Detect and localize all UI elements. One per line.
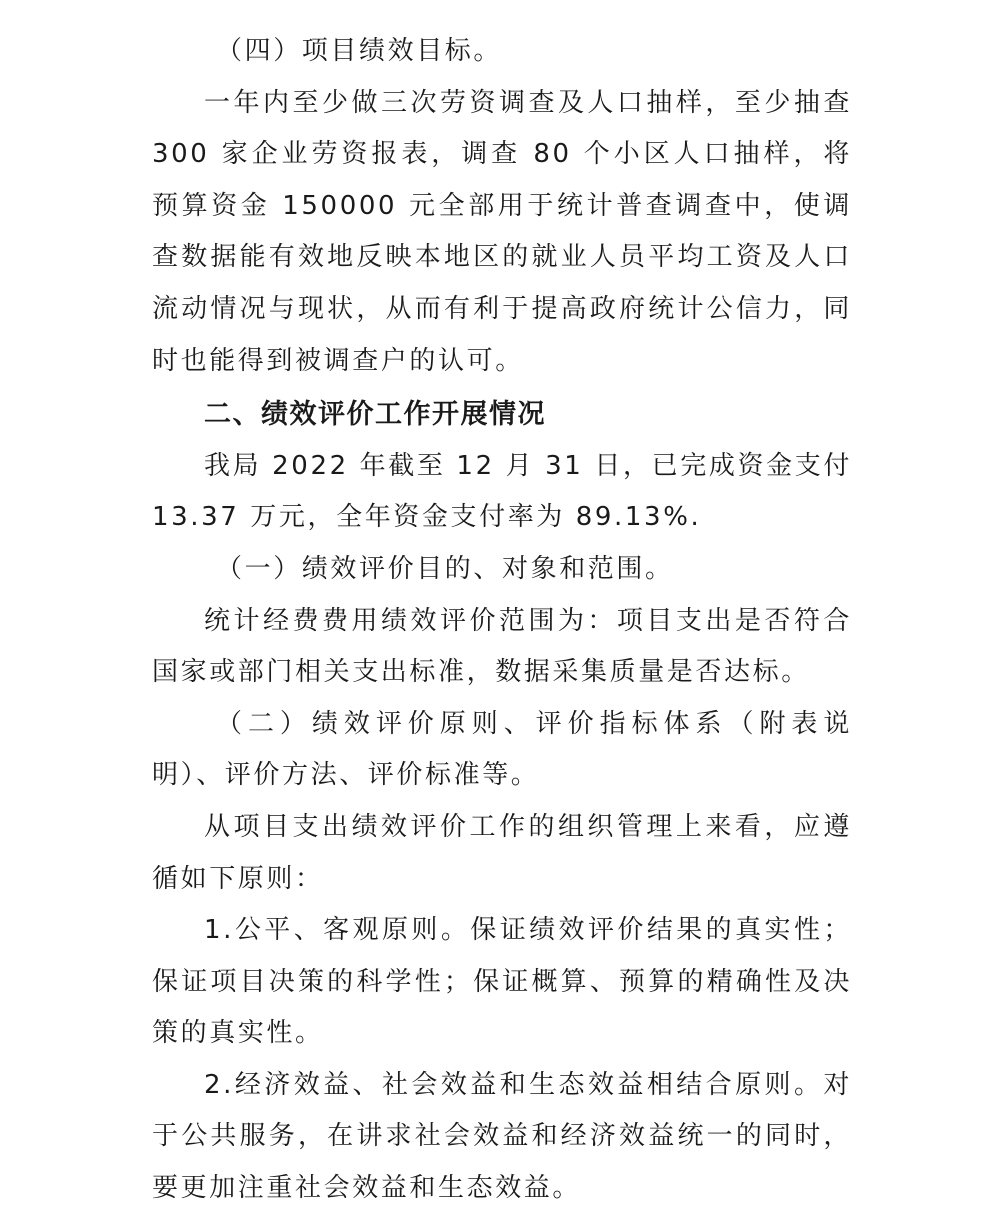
heading-evaluation-purpose-scope: （一）绩效评价目的、对象和范围。 (216, 553, 674, 584)
paragraph-fund-payment: 我局 2022 年截至 12 月 31 日，已完成资金支付 13.37 万元，全年资金支付率为 89.13%. (152, 450, 852, 533)
heading-project-performance-goals: （四）项目绩效目标。 (216, 36, 503, 66)
paragraph-principle-fairness: 1.公平、客观原则。保证绩效评价结果的真实性；保证项目决策的科学性；保证概算、预算的精确性及决策的真实性。 (152, 915, 852, 1049)
paragraph-evaluation-scope: 统计经费费用绩效评价范围为：项目支出是否符合国家或部门相关支出标准，数据采集质量是否达标。 (152, 605, 852, 688)
document-page (152, 26, 852, 1215)
heading-evaluation-principles: （二）绩效评价原则、评价指标体系（附表说明）、评价方法、评价标准等。 (152, 708, 852, 791)
paragraph-performance-goals: 一年内至少做三次劳资调查及人口抽样，至少抽查 300 家企业劳资报表，调查 80 个小区人口抽样，将预算资金 150000 元全部用于统计普查调查中，使调查数据能有效地反映本地区的就业人员平均工资及人口流动情况与现状，从而有利于提高政府统计公信力，同时也能得到被调查户的认可。 (152, 87, 852, 376)
paragraph-principles-intro: 从项目支出绩效评价工作的组织管理上来看，应遵循如下原则： (152, 811, 852, 894)
paragraph-principle-benefits: 2.经济效益、社会效益和生态效益相结合原则。对于公共服务，在讲求社会效益和经济效益统一的同时，要更加注重社会效益和生态效益。 (152, 1069, 852, 1204)
heading-evaluation-work-status: 二、绩效评价工作开展情况 (204, 399, 546, 431)
